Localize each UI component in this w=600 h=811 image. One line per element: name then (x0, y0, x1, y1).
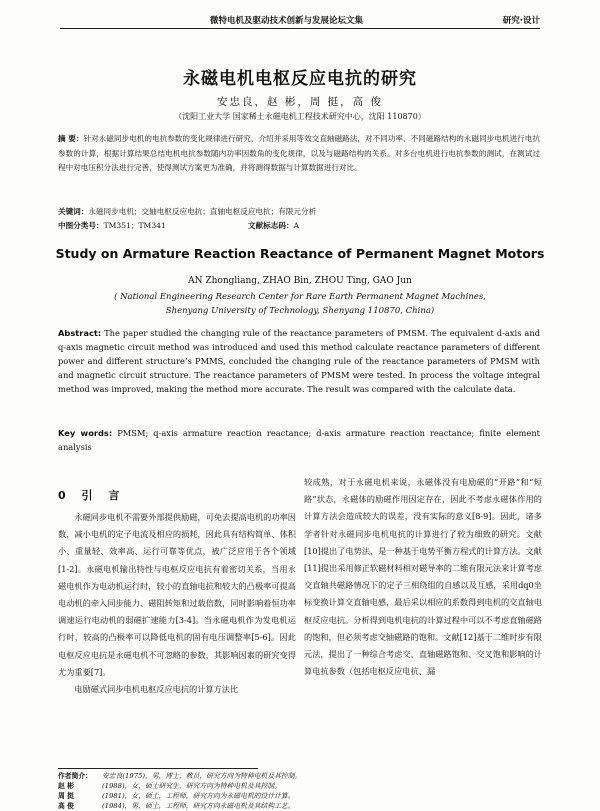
footnotes (58, 771, 540, 811)
doc-code (248, 219, 299, 232)
doc-value: A (293, 221, 300, 230)
english-title: Study on Armature Reaction Reactance of Permanent Magnet Motors (55, 246, 545, 261)
english-keywords-text: PMSM; q-axis armature reaction reactance; d-axis armature reaction reactance; finite element analysis (58, 428, 540, 452)
class-value: TM351；TM341 (103, 221, 166, 230)
footnote-text: 安忠良(1975)，男，博士，教员，研究方向为特种电机及其控制。 (102, 772, 302, 780)
classification-line (58, 219, 540, 232)
chinese-keywords-text: 永磁同步电机；交轴电枢反应电抗；直轴电枢反应电抗；有限元分析 (88, 207, 317, 216)
footnote-row (58, 791, 540, 801)
header-rule (60, 28, 540, 29)
chinese-title: 永磁电机电枢反应电抗的研究 (183, 69, 417, 89)
conference-title: 微特电机及驱动技术创新与发展论坛文集 (210, 16, 364, 26)
english-abstract-label: Abstract: (58, 328, 102, 338)
chinese-abstract (58, 132, 540, 176)
english-abstract (58, 326, 540, 396)
chinese-affiliation: （沈阳工业大学 国家稀土永磁电机工程技术研究中心，沈阳 110870） (174, 112, 426, 121)
footnote-row (58, 781, 540, 791)
left-paragraph: 永磁同步电机不需要外部提供励磁，可免去提高电机的功率因数，减小电机的定子电流及相应的损耗，因此具有结构简单、体积小、重量轻、效率高、运行可靠等优点，被广泛应用于各个领域[1-2]。永磁电机输出特性与电枢反应电抗有着密切关系，当用永磁电机作为电动机运行时，较小的直轴电抗和较大的凸极率可提高电动机的牵入同步能力、磁阻转矩和过载倍数，同时影响着恒功率调速运行电动机的弱磁扩速能力[3-4]。当永磁电机作为发电机运行时，较高的凸极率可以降低电机的固有电压调整率[5-6]。因此电枢反应电抗是永磁电机不可忽略的参数，其影响因素的研究变得尤为重要[7]。 (58, 512, 296, 677)
chinese-keywords (58, 205, 540, 218)
english-keywords (58, 426, 540, 454)
footnote-label: 赵 彬 (58, 782, 74, 790)
footnote-label: 高 俊 (58, 802, 74, 810)
footnote-text: (1984)，男，硕士，工程师，研究方向永磁电机及其结构工艺。 (102, 802, 295, 810)
english-authors: AN Zhongliang, ZHAO Bin, ZHOU Ting, GAO Jun (188, 276, 412, 286)
footnote-label: 作者简介： (58, 772, 92, 780)
footnote-row (58, 771, 540, 781)
left-paragraph: 电励磁式同步电机电枢反应电抗的计算方法比 (74, 684, 239, 695)
right-paragraph: 较成熟，对于永磁电机来说，永磁体没有电励磁的“开路”和“短路”状态，永磁体的励磁作用因定存在，因此不考虑永磁体作用的计算方法会造成较大的误差，没有实际的意义[8-9]。因此，诸多学者针对永磁同步电机电抗的计算进行了较为细致的研究。文献[10]提出了电势法，是一种基于电势平衡方程式的计算方法。文献[11]提出采用修正软磁材料相对磁导率的二维有限元法来计算考虑交直轴共磁路情况下的定子三相绕组的自感以及互感，采用dq0坐标变换计算交直轴电感，最后采以相应的系数得到电机的交直轴电枢反应电抗。分析得到电机电抗的计算过程中可以不考虑直轴磁路的饱和，但必须考虑交轴磁路的饱和。文献[12]基于二维时步有限元法，提出了一种综合考虑交、直轴磁路饱和、交叉饱和影响的计算电抗参数（包括电枢反应电抗、漏 (304, 477, 542, 677)
section-heading: 0 引 言 (58, 489, 126, 502)
english-keywords-label: Key words: (58, 428, 113, 438)
footnote-text: (1988)，女，硕士研究生，研究方向为特种电机及其控制。 (102, 782, 281, 790)
english-affiliation-line-2: Shenyang University of Technology, Shenyang 110870, China) (165, 306, 435, 316)
page-header (60, 12, 540, 30)
english-affiliation (0, 290, 600, 318)
chinese-abstract-label: 摘 要： (58, 134, 84, 143)
left-column (58, 509, 296, 698)
class-label: 中图分类号： (58, 221, 104, 230)
footnote-rule (58, 768, 258, 769)
english-affiliation-line-1: ( National Engineering Research Center for Rare Earth Permanent Magnet Machines, (114, 292, 486, 302)
footnote-label: 周 挺 (58, 792, 74, 800)
right-column (304, 474, 542, 680)
footnote-row (58, 801, 540, 811)
chinese-abstract-text: 针对永磁同步电机的电抗参数的变化规律进行研究，介绍并采用等效交直轴磁路法，对不同功率、不同磁路结构的永磁同步电机进行电抗参数的计算，根据计算结果总结电机电抗参数随内功率因数角的变化规律，以及与磁路结构的关系。对多台电机进行电抗参数的测试，在测试过程中对电压积分法进行完善，使得测试方案更为准确，并将测得数据与计算数据进行对比。 (58, 134, 540, 172)
chinese-authors: 安忠良，赵 彬，周 挺，高 俊 (216, 96, 383, 108)
section-label: 研究·设计 (502, 16, 540, 26)
doc-label: 文献标志码： (248, 221, 294, 230)
chinese-keywords-label: 关键词： (58, 207, 89, 216)
footnote-text: (1981)，女，硕士，工程师，研究方向为永磁电机的设计计算。 (102, 792, 295, 800)
english-abstract-text: The paper studied the changing rule of the reactance parameters of PMSM. The equivalent d-axis and q-axis magnetic circuit method was introduced and used this method calculate reactance parameters of different power and different structure’s PMMS, concluded the changing rule of the reactance parameters of PMSM with and magnetic circuit structure. The reactance parameters of PMSM were tested. In process the voltage integral method was improved, making the method more accurate. The result was compared with the calculate data. (58, 328, 541, 394)
